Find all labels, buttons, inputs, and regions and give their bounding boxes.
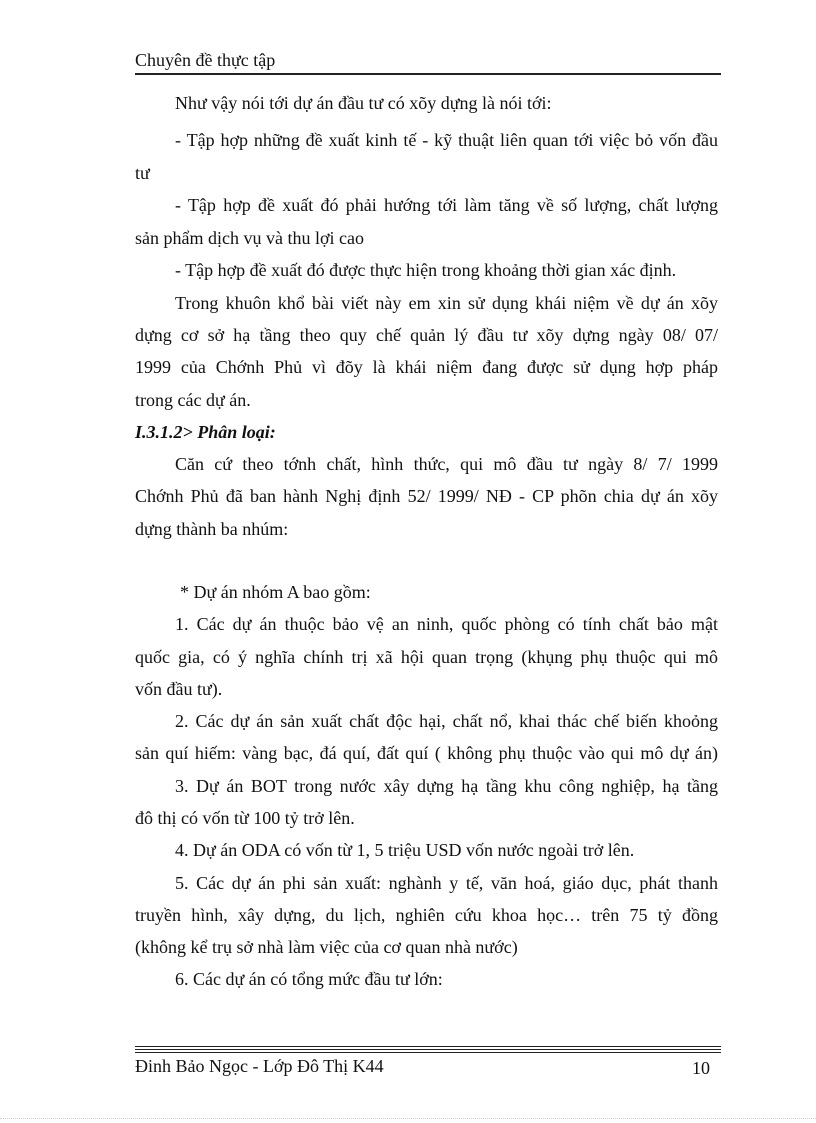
footer-rule — [135, 1052, 721, 1053]
list-item: quốc gia, có ý nghĩa chính trị xã hội quan trọng (khụng phụ thuộc qui mô — [135, 647, 718, 667]
bullet-line: - Tập hợp đề xuất đó được thực hiện trong khoảng thời gian xác định. — [175, 260, 677, 280]
paragraph-line: Trong khuôn khổ bài viết này em xin sử dụng khái niệm về dự án xõy — [175, 293, 718, 313]
list-item: vốn đầu tư). — [135, 679, 223, 699]
bullet-line: - Tập hợp những đề xuất kinh tế - kỹ thuật liên quan tới việc bỏ vốn đầu — [175, 130, 718, 150]
list-item: sản quí hiếm: vàng bạc, đá quí, đất quí ( không phụ thuộc vào qui mô dự án) — [135, 743, 718, 763]
paragraph-intro: Như vậy nói tới dự án đầu tư có xõy dựng là nói tới: — [175, 93, 552, 113]
list-item: 3. Dự án BOT trong nước xây dựng hạ tầng khu công nghiệp, hạ tầng — [175, 776, 718, 796]
paragraph-line: Chớnh Phủ đã ban hành Nghị định 52/ 1999/ NĐ - CP phõn chia dự án xõy — [135, 486, 718, 506]
paragraph-line: trong các dự án. — [135, 390, 251, 410]
page-edge-dots — [0, 1118, 816, 1119]
list-item: 6. Các dự án có tổng mức đầu tư lớn: — [175, 969, 443, 989]
group-a-title: * Dự án nhóm A bao gồm: — [180, 582, 371, 602]
paragraph-line: 1999 của Chớnh Phủ vì đõy là khái niệm đang được sử dụng hợp pháp — [135, 357, 718, 377]
paragraph-line: dựng thành ba nhúm: — [135, 519, 289, 539]
page-number: 10 — [692, 1058, 710, 1078]
list-item: 1. Các dự án thuộc bảo vệ an ninh, quốc phòng có tính chất bảo mật — [175, 614, 718, 634]
paragraph-line: dựng cơ sở hạ tầng theo quy chế quản lý đầu tư xõy dựng ngày 08/ 07/ — [135, 325, 718, 345]
header-title: Chuyên đề thực tập — [135, 50, 276, 70]
footer-rule — [135, 1049, 721, 1050]
footer-author: Đinh Bảo Ngọc - Lớp Đô Thị K44 — [135, 1056, 384, 1076]
list-item: 4. Dự án ODA có vốn từ 1, 5 triệu USD vốn nước ngoài trở lên. — [175, 840, 635, 860]
bullet-line: - Tập hợp đề xuất đó phải hướng tới làm tăng về số lượng, chất lượng — [175, 195, 718, 215]
list-item: (không kể trụ sở nhà làm việc của cơ quan nhà nước) — [135, 937, 518, 957]
page-header — [135, 49, 721, 75]
paragraph-line: Căn cứ theo tớnh chất, hình thức, qui mô đầu tư ngày 8/ 7/ 1999 — [175, 454, 718, 474]
bullet-line: sản phẩm dịch vụ và thu lợi cao — [135, 228, 364, 248]
bullet-line: tư — [135, 163, 150, 183]
list-item: 2. Các dự án sản xuất chất độc hại, chất nổ, khai thác chế biến khoỏng — [175, 711, 718, 731]
list-item: 5. Các dự án phi sản xuất: nghành y tế, văn hoá, giáo dục, phát thanh — [175, 873, 718, 893]
list-item: đô thị có vốn từ 100 tỷ trở lên. — [135, 808, 355, 828]
footer-rule — [135, 1046, 721, 1047]
list-item: truyền hình, xây dựng, du lịch, nghiên cứu khoa học… trên 75 tỷ đồng — [135, 905, 718, 925]
section-heading: I.3.1.2> Phân loại: — [135, 422, 276, 442]
